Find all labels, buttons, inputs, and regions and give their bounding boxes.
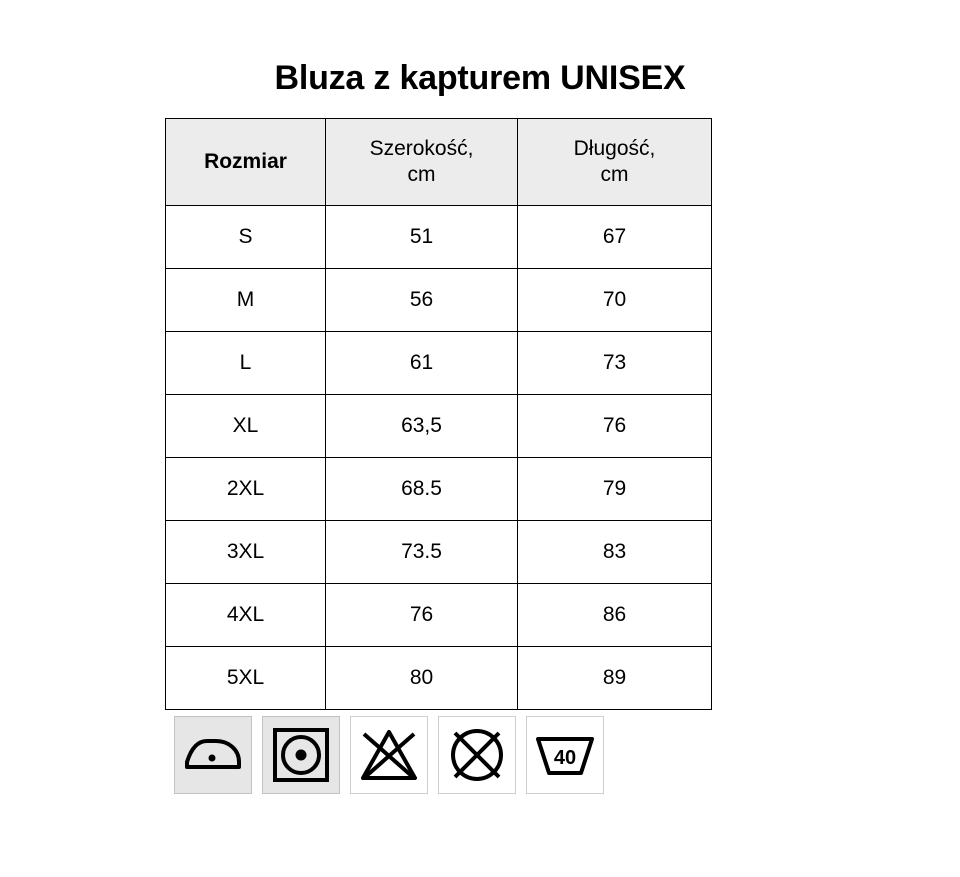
cell-length: 79 bbox=[518, 458, 712, 521]
table-row bbox=[166, 395, 712, 458]
column-header-length bbox=[518, 119, 712, 206]
table-row bbox=[166, 647, 712, 710]
cell-size: M bbox=[166, 269, 326, 332]
column-header-width-line1: Szerokość, bbox=[369, 137, 474, 160]
cell-size: 4XL bbox=[166, 584, 326, 647]
cell-length: 89 bbox=[518, 647, 712, 710]
cell-size: S bbox=[166, 206, 326, 269]
column-header-width-line2: cm bbox=[407, 163, 436, 186]
tumble-dry-normal-icon bbox=[262, 716, 340, 794]
page-title: Bluza z kapturem UNISEX bbox=[274, 59, 686, 97]
table-row bbox=[166, 458, 712, 521]
care-symbols-row bbox=[174, 716, 604, 794]
cell-size: XL bbox=[166, 395, 326, 458]
cell-width: 68.5 bbox=[326, 458, 518, 521]
cell-size: L bbox=[166, 332, 326, 395]
column-header-length-line1: Długość, bbox=[573, 137, 656, 160]
cell-length: 83 bbox=[518, 521, 712, 584]
do-not-bleach-icon bbox=[350, 716, 428, 794]
do-not-dry-clean-icon bbox=[438, 716, 516, 794]
wash-40-icon bbox=[526, 716, 604, 794]
iron-low-heat-icon bbox=[174, 716, 252, 794]
table-row bbox=[166, 332, 712, 395]
cell-length: 76 bbox=[518, 395, 712, 458]
cell-length: 86 bbox=[518, 584, 712, 647]
cell-size: 3XL bbox=[166, 521, 326, 584]
size-table-head bbox=[166, 119, 712, 206]
table-row bbox=[166, 206, 712, 269]
cell-length: 73 bbox=[518, 332, 712, 395]
cell-size: 2XL bbox=[166, 458, 326, 521]
cell-width: 61 bbox=[326, 332, 518, 395]
column-header-size-line1: Rozmiar bbox=[204, 150, 287, 173]
cell-width: 80 bbox=[326, 647, 518, 710]
cell-width: 56 bbox=[326, 269, 518, 332]
cell-width: 73.5 bbox=[326, 521, 518, 584]
cell-width: 51 bbox=[326, 206, 518, 269]
cell-length: 70 bbox=[518, 269, 712, 332]
column-header-length-line2: cm bbox=[600, 163, 629, 186]
size-table-body bbox=[166, 206, 712, 710]
column-header-width bbox=[326, 119, 518, 206]
table-row bbox=[166, 521, 712, 584]
table-row bbox=[166, 269, 712, 332]
size-table bbox=[165, 118, 712, 710]
table-header-row bbox=[166, 119, 712, 206]
cell-size: 5XL bbox=[166, 647, 326, 710]
table-row bbox=[166, 584, 712, 647]
wash-temperature-label: 40 bbox=[553, 747, 577, 769]
cell-length: 67 bbox=[518, 206, 712, 269]
cell-width: 63,5 bbox=[326, 395, 518, 458]
cell-width: 76 bbox=[326, 584, 518, 647]
column-header-size bbox=[166, 119, 326, 206]
